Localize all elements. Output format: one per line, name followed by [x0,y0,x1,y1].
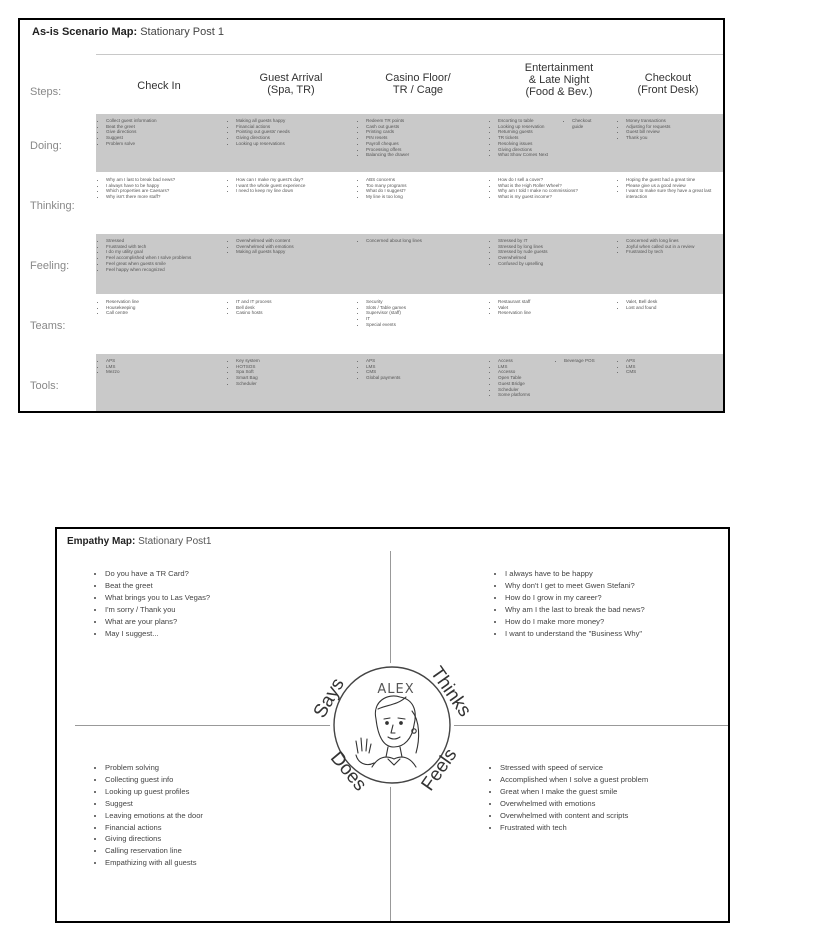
list-item: • Empathizing with all guests [105,857,203,869]
cell-doing-entertainment-extra: • Checkout guide [562,118,612,129]
does-list [94,762,203,869]
says-label: Says [309,674,349,722]
list-item: • I want to understand the "Business Why" [505,628,645,640]
list-item: • Collecting guest info [105,774,203,786]
thinks-list [494,568,645,639]
row-thinking [96,173,723,233]
list-item: • I always have to be happy [505,568,645,580]
step-header-entertainment: Entertainment & Late Night (Food & Bev.) [524,62,594,98]
cell-tools-entertainment-extra: • Beverage POS [554,358,624,364]
list-item: • What are your plans? [105,616,210,628]
list-item: • May I suggest... [105,628,210,640]
list-item: • I'm sorry / Thank you [105,604,210,616]
cell-doing-entertainment: • Escorting to table • Looking up reservation • Returning guests • TR tickets • Resolving issues • Giving directions • What Show Comes Next [488,118,568,158]
list-item: • Problem solving [105,762,203,774]
list-item: • How do I grow in my career? [505,592,645,604]
cell-tools-entertainment: • Access • LMS • Accesso • Open Table • Guest Bridge • Scheduler • Some platforms [488,358,558,398]
cell-doing-check-in: • Collect guest information • Beat the greet • Give directions • Suggest • Problem solve [96,118,230,147]
thinks-label: Thinks [425,662,476,721]
row-label-feeling: Feeling: [30,260,70,272]
list-item: • Stressed with speed of service [500,762,648,774]
list-item: • Overwhelmed with content and scripts [500,810,648,822]
list-item: • Suggest [105,798,203,810]
cell-thinking-entertainment: • How do I sell a cover? • What is the High Roller Wheel? • Why am I told I make no commissions? • What is my guest income? [488,177,622,200]
row-tools [96,354,723,413]
cell-thinking-casino-floor: • ABS concerns • Too many programs • What do I suggest? • My line is too long [356,177,490,200]
cell-doing-checkout: • Money transactions • Adjusting for requests • Guest bill review • Thank you [616,118,725,141]
step-header-casino-floor: Casino Floor/ TR / Cage [385,72,451,96]
steps-label: Steps: [30,86,62,98]
row-doing [96,114,723,172]
step-header-checkout: Checkout (Front Desk) [637,72,699,96]
list-item: • Do you have a TR Card? [105,568,210,580]
list-item: • Great when I make the guest smile [500,786,648,798]
empathy-map-title: Empathy Map: Stationary Post1 [67,536,212,547]
empathy-map [55,527,730,923]
row-label-doing: Doing: [30,140,62,152]
cell-feeling-casino-floor: • Concerned about long lines [356,238,490,244]
row-label-teams: Teams: [30,320,66,332]
list-item: • Why am I the last to break the bad news? [505,604,645,616]
list-item: • Beat the greet [105,580,210,592]
cell-feeling-guest-arrival: • Overwhelmed with content • Overwhelmed with emotions • Making all guests happy [226,238,360,255]
cell-feeling-check-in: • Stressed • Frustrated with tech • I do my utility goal • Feel accomplished when I solve problems • Feel great when guests smile • Feel happy when recognized [96,238,230,272]
does-label: Does [325,747,371,796]
feels-label: Feels [417,744,462,795]
list-item: • What brings you to Las Vegas? [105,592,210,604]
list-item: • Frustrated with tech [500,822,648,834]
cell-feeling-entertainment: • Stressed by IT • Stressed by long lines • Stressed by rude guests • Overwhelmed • Confused by upselling [488,238,622,267]
list-item: • Leaving emotions at the door [105,810,203,822]
row-label-thinking: Thinking: [30,200,75,212]
cell-tools-checkout: • APS • LMS • CMS [616,358,725,375]
cell-teams-guest-arrival: • IT and IT process • Bell desk • Casino hosts [226,299,360,316]
list-item: • Financial actions [105,822,203,834]
cell-doing-casino-floor: • Redeem TR points • Cash out guests • Printing cards • PIN resets • Payroll cheques • Processing offers • Balancing the drawer [356,118,490,158]
list-item: • Accomplished when I solve a guest problem [500,774,648,786]
says-list [94,568,210,639]
cell-tools-guest-arrival: • Key system • HOTSOS • Spa Soft • Smart Bag • Scheduler [226,358,360,387]
step-header-check-in: Check In [137,80,181,92]
persona-name: ALEX [377,682,415,697]
step-header-guest-arrival: Guest Arrival (Spa, TR) [259,72,323,96]
cell-feeling-checkout: • Concerned with long lines • Joyful when called out in a review • Frustrated by tech [616,238,725,255]
cell-teams-checkout: • Valet, Bell desk • Lost and found [616,299,725,310]
cell-teams-casino-floor: • Security • Slots / Table games • Supervisor (staff) • IT • Special events [356,299,490,328]
cell-thinking-checkout: • Hoping the guest had a great time • Please give us a good review • I want to make sure they have a great last interaction [616,177,725,200]
row-label-tools: Tools: [30,380,59,392]
scenario-map-title: As-is Scenario Map: Stationary Post 1 [32,26,224,38]
cell-thinking-check-in: • Why am I last to break bad news? • I always have to be happy • Which properties are Caesars? • Why isn't there more staff? [96,177,230,200]
cell-teams-entertainment: • Restaurant staff • Valet • Reservation line [488,299,622,316]
list-item: • Giving directions [105,833,203,845]
persona-center [292,635,492,815]
cell-tools-casino-floor: • APS • LMS • CMS • Global payments [356,358,490,381]
list-item: • Calling reservation line [105,845,203,857]
cell-teams-check-in: • Reservation line • Housekeeping • Call centre [96,299,230,316]
header-divider [96,54,723,55]
scenario-map [18,18,725,413]
cell-doing-guest-arrival: • Making all guests happy • Financial actions • Pointing out guests' needs • Giving directions • Looking up reservations [226,118,360,147]
list-item: • Looking up guest profiles [105,786,203,798]
cell-tools-check-in: • APS • LMS • Mezzo [96,358,230,375]
list-item: • Overwhelmed with emotions [500,798,648,810]
list-item: • How do I make more money? [505,616,645,628]
feels-list [489,762,648,833]
row-feeling [96,234,723,294]
cell-thinking-guest-arrival: • How can I make my guest's day? • I want the whole guest experience • I need to keep my line down [226,177,360,194]
list-item: • Why don't I get to meet Gwen Stefani? [505,580,645,592]
row-teams [96,295,723,353]
